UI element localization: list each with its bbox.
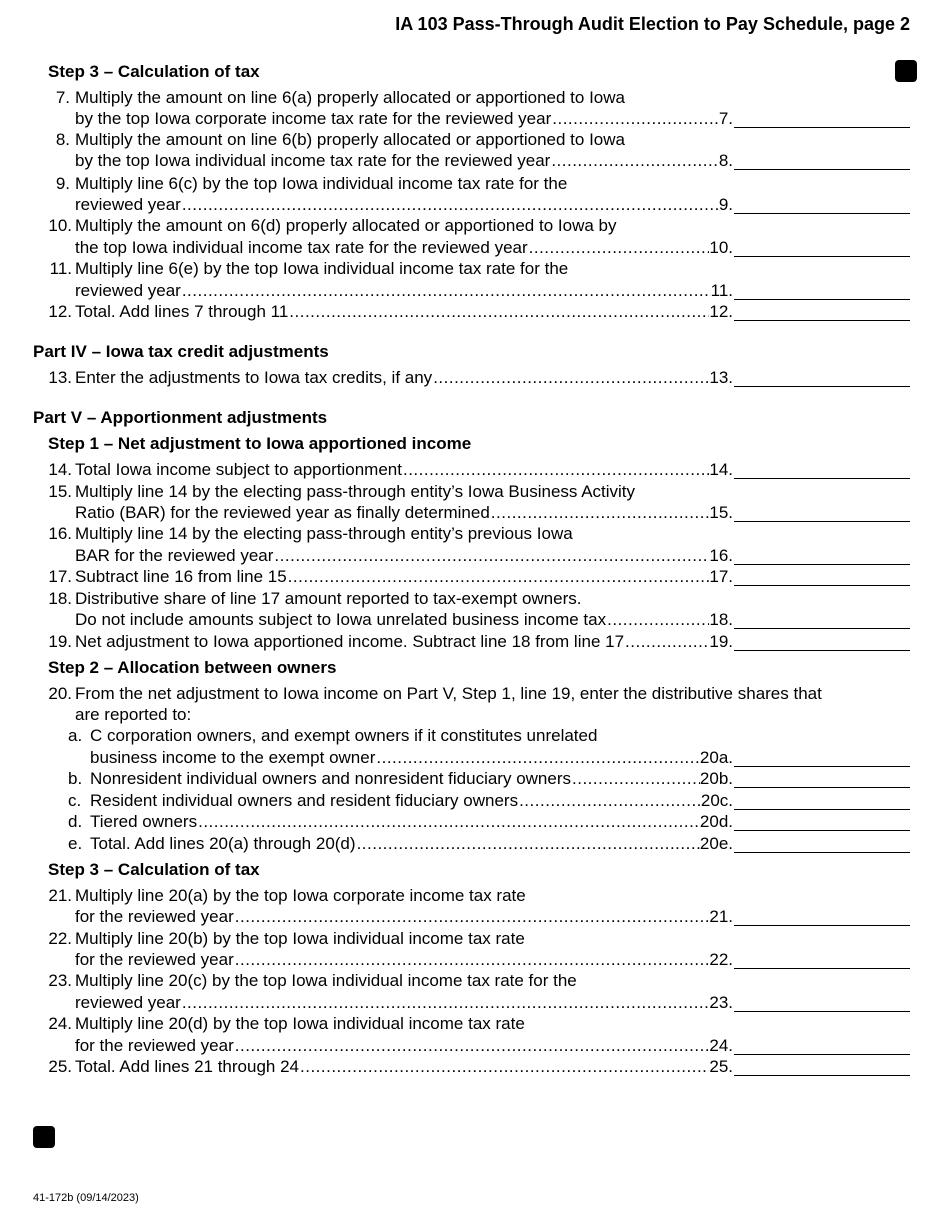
- line-21-text: Multiply line 20(a) by the top Iowa corporate income tax rate: [75, 886, 526, 905]
- line-13-label: 13.: [709, 368, 733, 387]
- line-25-label: 25.: [709, 1057, 733, 1076]
- line-10-label: 10.: [709, 238, 733, 257]
- line-24-row: for the reviewed year ..... 24.: [75, 1036, 733, 1056]
- line-22-text: Multiply line 20(b) by the top Iowa individual income tax rate: [75, 929, 525, 948]
- part4-heading: Part IV – Iowa tax credit adjustments: [33, 342, 329, 361]
- line-11-number: 11.: [49, 259, 72, 278]
- line-9-number: 9.: [55, 174, 70, 193]
- line-10-input[interactable]: [734, 256, 910, 257]
- step1-heading: Step 1 – Net adjustment to Iowa apportioned income: [48, 434, 472, 453]
- line-21-row: for the reviewed year ..... 21.: [75, 907, 733, 927]
- line-15-number: 15.: [48, 482, 72, 501]
- line-13-input[interactable]: [734, 386, 910, 387]
- registration-mark: [33, 1126, 55, 1148]
- line-19-number: 19.: [48, 632, 72, 651]
- step3b-heading: Step 3 – Calculation of tax: [48, 860, 260, 879]
- line-18-number: 18.: [48, 589, 72, 608]
- line-20e-row: Total. Add lines 20(a) through 20(d) ..... 20e.: [90, 834, 733, 854]
- line-19-input[interactable]: [734, 650, 910, 651]
- line-12-input[interactable]: [734, 320, 910, 321]
- line-23-number: 23.: [48, 971, 72, 990]
- line-24-input[interactable]: [734, 1054, 910, 1055]
- line-23-row: reviewed year ..... 23.: [75, 993, 733, 1013]
- line-15-label: 15.: [709, 503, 733, 522]
- line-15-input[interactable]: [734, 521, 910, 522]
- line-20a-letter: a.: [68, 726, 83, 745]
- line-9-input[interactable]: [734, 213, 910, 214]
- line-17-number: 17.: [48, 567, 72, 586]
- line-14-label: 14.: [709, 460, 733, 479]
- line-20-text-cont: are reported to:: [75, 705, 192, 724]
- line-20a-input[interactable]: [734, 766, 910, 767]
- line-20d-letter: d.: [68, 812, 83, 831]
- line-24-text: Multiply line 20(d) by the top Iowa individual income tax rate: [75, 1014, 525, 1033]
- line-22-input[interactable]: [734, 968, 910, 969]
- line-21-label: 21.: [709, 907, 733, 926]
- line-18-label: 18.: [709, 610, 733, 629]
- line-11-text: Multiply line 6(e) by the top Iowa individual income tax rate for the: [75, 259, 569, 278]
- line-16-label: 16.: [709, 546, 733, 565]
- line-25-input[interactable]: [734, 1075, 910, 1076]
- line-11-label: 11.: [710, 281, 733, 300]
- line-12-label: 12.: [709, 302, 733, 321]
- line-9-text: Multiply line 6(c) by the top Iowa individual income tax rate for the: [75, 174, 568, 193]
- line-16-text: Multiply line 14 by the electing pass-through entity’s previous Iowa: [75, 524, 573, 543]
- line-7-number: 7.: [55, 88, 70, 107]
- line-8-label: 8.: [718, 151, 733, 170]
- line-8-number: 8.: [55, 130, 70, 149]
- line-23-label: 23.: [709, 993, 733, 1012]
- step2-heading: Step 2 – Allocation between owners: [48, 658, 337, 677]
- line-7-text: Multiply the amount on line 6(a) properly allocated or apportioned to Iowa: [75, 88, 625, 107]
- page-title: IA 103 Pass-Through Audit Election to Pay Schedule, page 2: [395, 14, 910, 34]
- line-10-text: Multiply the amount on 6(d) properly allocated or apportioned to Iowa by: [75, 216, 617, 235]
- line-25-number: 25.: [48, 1057, 72, 1076]
- line-20-text: From the net adjustment to Iowa income on Part V, Step 1, line 19, enter the distributive shares that: [75, 684, 822, 703]
- line-7-row: by the top Iowa corporate income tax rate for the reviewed year ..... 7.: [75, 109, 733, 129]
- line-9-row: reviewed year ..... 9.: [75, 195, 733, 215]
- line-13-number: 13.: [48, 368, 72, 387]
- form-id: 41-172b (09/14/2023): [33, 1192, 139, 1204]
- line-20b-row: Nonresident individual owners and nonresident fiduciary owners ..... 20b.: [90, 769, 733, 789]
- step3-heading: Step 3 – Calculation of tax: [48, 62, 260, 81]
- line-22-label: 22.: [709, 950, 733, 969]
- line-21-number: 21.: [48, 886, 72, 905]
- line-11-input[interactable]: [734, 299, 910, 300]
- line-20b-label: 20b.: [699, 769, 733, 788]
- line-20b-input[interactable]: [734, 787, 910, 788]
- line-9-label: 9.: [718, 195, 733, 214]
- line-20c-row: Resident individual owners and resident fiduciary owners ..... 20c.: [90, 791, 733, 811]
- line-23-input[interactable]: [734, 1011, 910, 1012]
- registration-mark: [895, 60, 917, 82]
- line-10-row: the top Iowa individual income tax rate for the reviewed year ..... 10.: [75, 238, 733, 258]
- line-20d-row: Tiered owners ..... 20d.: [90, 812, 733, 832]
- line-24-number: 24.: [48, 1014, 72, 1033]
- line-22-row: for the reviewed year ..... 22.: [75, 950, 733, 970]
- line-12-row: Total. Add lines 7 through 11 ..... 12.: [75, 302, 733, 322]
- line-20d-input[interactable]: [734, 830, 910, 831]
- line-20e-input[interactable]: [734, 852, 910, 853]
- line-14-number: 14.: [48, 460, 72, 479]
- line-8-input[interactable]: [734, 169, 910, 170]
- line-15-text: Multiply line 14 by the electing pass-through entity’s Iowa Business Activity: [75, 482, 636, 501]
- line-24-label: 24.: [709, 1036, 733, 1055]
- line-20c-letter: c.: [68, 791, 82, 810]
- line-16-number: 16.: [48, 524, 72, 543]
- line-10-number: 10.: [48, 216, 72, 235]
- line-20a-row: business income to the exempt owner ..... 20a.: [90, 748, 733, 768]
- line-14-row: Total Iowa income subject to apportionment ..... 14.: [75, 460, 733, 480]
- line-13-row: Enter the adjustments to Iowa tax credits, if any ..... 13.: [75, 368, 733, 388]
- line-18-row: Do not include amounts subject to Iowa unrelated business income tax ..... 18.: [75, 610, 733, 630]
- line-7-input[interactable]: [734, 127, 910, 128]
- line-11-row: reviewed year ..... 11.: [75, 281, 733, 301]
- line-8-row: by the top Iowa individual income tax rate for the reviewed year ..... 8.: [75, 151, 733, 171]
- line-20c-input[interactable]: [734, 809, 910, 810]
- line-19-label: 19.: [709, 632, 733, 651]
- line-23-text: Multiply line 20(c) by the top Iowa individual income tax rate for the: [75, 971, 577, 990]
- line-20d-label: 20d.: [699, 812, 733, 831]
- line-17-input[interactable]: [734, 585, 910, 586]
- line-25-row: Total. Add lines 21 through 24 ..... 25.: [75, 1057, 733, 1077]
- line-20a-text: C corporation owners, and exempt owners if it constitutes unrelated: [90, 726, 598, 745]
- line-20e-letter: e.: [68, 834, 83, 853]
- line-22-number: 22.: [48, 929, 72, 948]
- line-7-label: 7.: [718, 109, 733, 128]
- line-15-row: Ratio (BAR) for the reviewed year as finally determined ..... 15.: [75, 503, 733, 523]
- line-20e-label: 20e.: [699, 834, 733, 853]
- line-16-input[interactable]: [734, 564, 910, 565]
- line-19-row: Net adjustment to Iowa apportioned income. Subtract line 18 from line 17 ..... 19.: [75, 632, 733, 652]
- line-20b-letter: b.: [68, 769, 83, 788]
- line-20c-label: 20c.: [700, 791, 733, 810]
- line-18-text: Distributive share of line 17 amount reported to tax-exempt owners.: [75, 589, 582, 608]
- line-20a-label: 20a.: [699, 748, 733, 767]
- line-14-input[interactable]: [734, 478, 910, 479]
- part5-heading: Part V – Apportionment adjustments: [33, 408, 328, 427]
- line-17-row: Subtract line 16 from line 15 ..... 17.: [75, 567, 733, 587]
- line-21-input[interactable]: [734, 925, 910, 926]
- line-20-number: 20.: [48, 684, 72, 703]
- line-18-input[interactable]: [734, 628, 910, 629]
- line-8-text: Multiply the amount on line 6(b) properly allocated or apportioned to Iowa: [75, 130, 625, 149]
- line-12-number: 12.: [48, 302, 72, 321]
- line-17-label: 17.: [709, 567, 733, 586]
- line-16-row: BAR for the reviewed year ..... 16.: [75, 546, 733, 566]
